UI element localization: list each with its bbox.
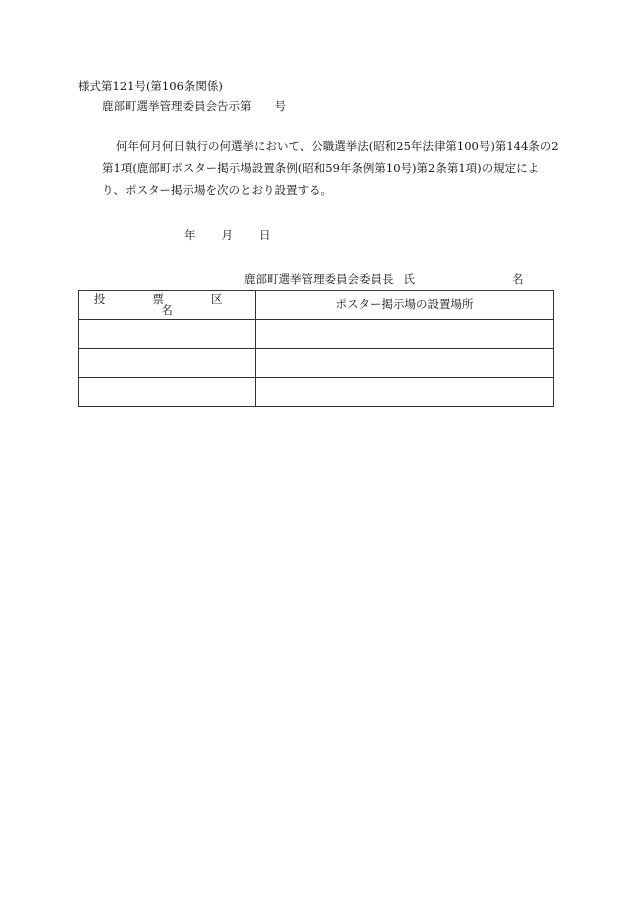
table-cell-poster-location <box>256 349 554 378</box>
table-header-row <box>79 291 554 320</box>
table-cell-poster-location <box>256 320 554 349</box>
paragraph-line-3: り、ポスター掲示場を次のとおり設置する。 <box>102 183 332 197</box>
table-cell-poster-location <box>256 378 554 407</box>
signature-line <box>244 274 524 286</box>
signature-name-label-1: 氏 <box>403 272 415 286</box>
table-row <box>79 320 554 349</box>
table-cell-voting-district <box>79 320 256 349</box>
header-voting-district-label: 投 票 区 名 <box>93 291 270 317</box>
notice-title: 鹿部町選挙管理委員会告示第 号 <box>102 99 286 113</box>
signature-title: 鹿部町選挙管理委員会委員長 <box>244 272 394 286</box>
header-poster-location: ポスター掲示場の設置場所 <box>256 291 554 320</box>
header-voting-district <box>79 291 270 320</box>
table-cell-voting-district <box>79 349 256 378</box>
table-cell-voting-district <box>79 378 256 407</box>
form-number: 様式第121号(第106条関係) <box>78 79 223 93</box>
table-row <box>79 349 554 378</box>
date-line <box>184 230 271 242</box>
table-row <box>79 378 554 407</box>
date-year-label: 年 <box>184 228 196 242</box>
signature-name-label-2: 名 <box>512 272 524 286</box>
paragraph-line-1: 何年何月何日執行の何選挙において、公職選挙法(昭和25年法律第100号)第144条の2 <box>116 139 559 153</box>
poster-location-table <box>78 290 554 407</box>
date-day-label: 日 <box>259 228 271 242</box>
date-month-label: 月 <box>221 228 233 242</box>
paragraph-line-2: 第1項(鹿部町ポスター掲示場設置条例(昭和59年条例第10号)第2条第1項)の規定によ <box>102 161 540 175</box>
